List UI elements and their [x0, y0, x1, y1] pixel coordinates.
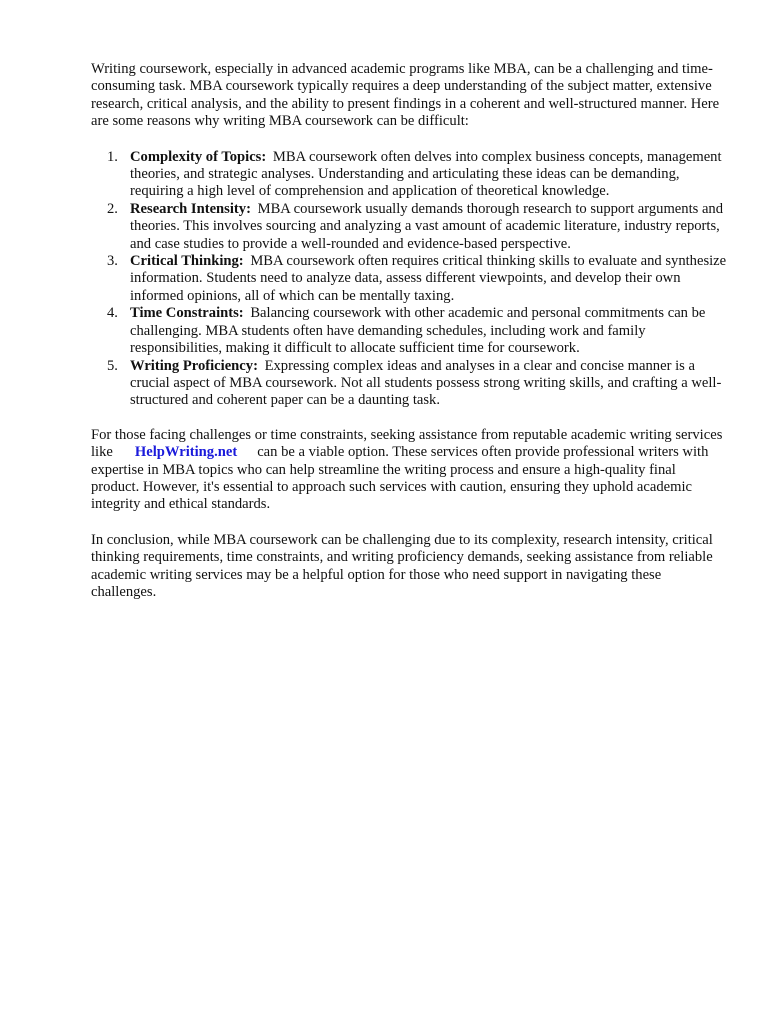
list-item-number: 5. [107, 357, 118, 374]
assistance-text-before: For those facing challenges or time constraints, seeking assistance from reputable academic writing services like [91, 426, 723, 461]
list-item-term: Research Intensity: [130, 200, 251, 217]
list-item-term: Complexity of Topics: [130, 148, 267, 165]
conclusion-paragraph: In conclusion, while MBA coursework can be challenging due to its complexity, research intensity, critical thinking requirements, time constraints, and writing proficiency demands, seeking assistance from reliable academic writing services may be a helpful option for those who need support in navigating these challenges. [91, 531, 713, 600]
list-item [91, 253, 727, 305]
list-item-text: MBA coursework often requires critical thinking skills to evaluate and synthesize information. Students need to analyze data, assess different viewpoints, and develop their own informed opinions, all of which can be mentally taxing. [130, 253, 727, 304]
list-item [91, 149, 727, 201]
assistance-paragraph [91, 427, 727, 514]
list-item-number: 4. [107, 305, 118, 322]
document-body [91, 61, 727, 601]
list-item-text: MBA coursework often delves into complex business concepts, management theories, and strategic analyses. Understanding and articulating these ideas can be demanding, requiring a high level of comprehension and application of theoretical knowledge. [130, 148, 722, 200]
list-item-term: Critical Thinking: [130, 253, 244, 270]
list-item [91, 358, 727, 410]
list-item-text: Balancing coursework with other academic and personal commitments can be challenging. MBA students often have demanding schedules, including work and family responsibilities, making it difficult to allocate sufficient time for coursework. [130, 305, 706, 357]
list-item-text: Expressing complex ideas and analyses in a clear and concise manner is a crucial aspect of MBA coursework. Not all students possess strong writing skills, and crafting a well-structured and coherent paper can be a daunting task. [130, 357, 722, 409]
reasons-list [91, 149, 727, 410]
list-item-number: 3. [107, 253, 118, 270]
list-item-number: 1. [107, 148, 118, 165]
helpwriting-link[interactable]: HelpWriting.net [134, 444, 238, 461]
list-item-number: 2. [107, 200, 118, 217]
list-item [91, 305, 727, 357]
list-item-term: Time Constraints: [130, 305, 244, 322]
list-item [91, 201, 727, 253]
assistance-text-after: can be a viable option. These services often provide professional writers with expertise in MBA topics who can help streamline the writing process and ensure a high-quality final product. However, it's essential to approach such services with caution, ensuring they uphold academic integrity and ethical standards. [91, 444, 709, 513]
list-item-term: Writing Proficiency: [130, 357, 258, 374]
list-item-text: MBA coursework usually demands thorough research to support arguments and theories. This involves sourcing and analyzing a vast amount of academic literature, industry reports, and case studies to provide a well-rounded and evidence-based perspective. [130, 200, 724, 252]
intro-paragraph: Writing coursework, especially in advanced academic programs like MBA, can be a challenging and time-consuming task. MBA coursework typically requires a deep understanding of the subject matter, extensive research, critical analysis, and the ability to present findings in a coherent and well-structured manner. Here are some reasons why writing MBA coursework can be difficult: [91, 61, 720, 130]
